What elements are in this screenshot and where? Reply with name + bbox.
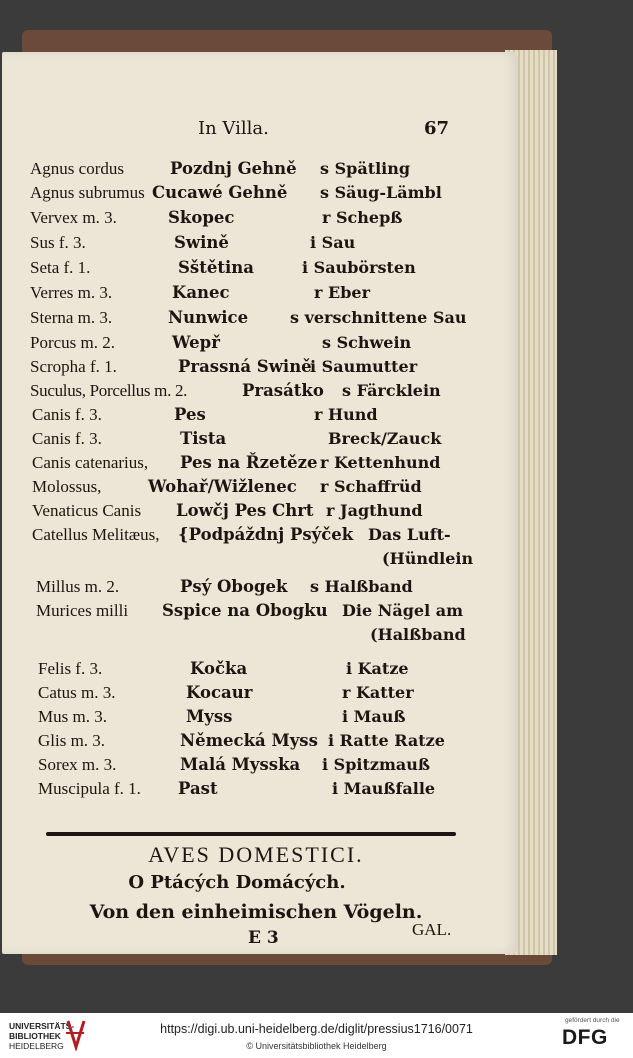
entry-latin: Suculus, Porcellus m. 2. (30, 381, 188, 400)
entry-german: i Sau (310, 233, 356, 252)
entry-czech: {Podpáždnj Psýček (178, 525, 354, 544)
entry-czech: Sštětina (178, 258, 254, 277)
entry-german: Das Luft- (368, 525, 451, 544)
entry-latin: Canis f. 3. (32, 405, 102, 424)
entry-german: s Schwein (322, 333, 412, 352)
entry-row (2, 680, 522, 706)
entry-latin: Agnus cordus (30, 159, 124, 178)
entry-latin: Sterna m. 3. (30, 308, 113, 327)
entry-row (2, 656, 522, 682)
entry-row (2, 354, 522, 380)
entry-german: s verschnittene Sau (290, 308, 467, 327)
entry-czech: Past (178, 779, 218, 798)
copyright-notice: © Universitätsbibliothek Heidelberg (246, 1041, 387, 1051)
entry-row (2, 180, 522, 206)
entry-latin: Scropha f. 1. (30, 357, 117, 376)
entry-row (2, 598, 522, 624)
document-url[interactable]: https://digi.ub.uni-heidelberg.de/diglit/pressius1716/0071 (160, 1022, 473, 1036)
entry-german: r Schaffrüd (320, 477, 422, 496)
entry-latin: Glis m. 3. (38, 731, 106, 750)
entry-german: r Hund (314, 405, 378, 424)
library-name-line1: UNIVERSITÄTS- (9, 1021, 75, 1031)
entry-latin: Canis f. 3. (32, 429, 102, 448)
page-number: 67 (424, 118, 450, 139)
entry-row (2, 450, 522, 476)
entry-czech: Pozdnj Gehně (170, 159, 297, 178)
entry-czech: Psý Obogek (180, 577, 288, 596)
entry-czech: Pes na Řzetěze (180, 453, 318, 472)
entry-czech: Lowčj Pes Chrt (176, 501, 314, 520)
entry-latin: Seta f. 1. (30, 258, 91, 277)
entry-latin: Millus m. 2. (36, 577, 120, 596)
entry-latin: Sus f. 3. (30, 233, 86, 252)
entry-german: s Färcklein (342, 381, 441, 400)
entry-german: r Eber (314, 283, 370, 302)
entry-latin: Vervex m. 3. (30, 208, 117, 227)
entry-latin: Venaticus Canis (32, 501, 142, 520)
entry-czech: Sspice na Obogku (162, 601, 328, 620)
entry-row (2, 622, 522, 648)
entry-german: r Katter (342, 683, 414, 702)
entry-czech: Swině (174, 233, 229, 252)
entry-latin: Verres m. 3. (30, 283, 113, 302)
section-title-german: Von den einheimischen Vögeln. (89, 901, 423, 923)
library-name-line3: HEIDELBERG (9, 1041, 64, 1051)
entry-latin: Muscipula f. 1. (38, 779, 141, 798)
entry-czech: Kocaur (186, 683, 253, 702)
entry-row (2, 156, 522, 182)
entry-latin: Sorex m. 3. (38, 755, 117, 774)
entry-row (2, 330, 522, 356)
entry-czech: Myss (186, 707, 233, 726)
entry-row (2, 402, 522, 428)
entry-german: i Maußfalle (332, 779, 436, 798)
entry-german: s Halßband (310, 577, 413, 596)
entry-czech: Cucawé Gehně (152, 183, 288, 202)
section-title-latin: AVES DOMESTICI. (148, 842, 364, 867)
entry-latin: Mus m. 3. (38, 707, 107, 726)
entry-czech: Německá Myss (180, 731, 318, 750)
entry-row (2, 752, 522, 778)
entry-czech: Wepř (172, 333, 220, 352)
entry-czech: Prasátko (242, 381, 324, 400)
entry-german: s Säug-Lämbl (320, 183, 442, 202)
entry-latin: Porcus m. 2. (30, 333, 115, 352)
entry-czech: Wohař/Wižlenec (148, 477, 297, 496)
entry-german: r Jagthund (326, 501, 423, 520)
entry-czech: Pes (174, 405, 206, 424)
entry-latin: Catellus Melitæus, (32, 525, 160, 544)
dfg-logo: DFG (562, 1026, 608, 1049)
entry-czech: Nunwice (168, 308, 249, 327)
entry-row (2, 378, 522, 404)
entry-german: i Mauß (342, 707, 406, 726)
entry-row (2, 522, 522, 548)
entry-row (2, 280, 522, 306)
entry-german: r Schepß (322, 208, 403, 227)
entry-german: i Ratte Ratze (328, 731, 445, 750)
entry-latin: Agnus subrumus (30, 183, 145, 202)
entry-latin: Felis f. 3. (38, 659, 103, 678)
entry-german: i Saumutter (310, 357, 418, 376)
entry-german: (Halßband (370, 625, 466, 644)
entry-row (2, 574, 522, 600)
entry-german: i Saubörsten (302, 258, 416, 277)
entry-latin: Molossus, (32, 477, 102, 496)
section-title-czech: O Ptácých Domácých. (128, 872, 346, 893)
entry-latin: Murices milli (36, 601, 129, 620)
entry-german: Die Nägel am (342, 601, 464, 620)
entry-row (2, 230, 522, 256)
entry-german: s Spätling (320, 159, 411, 178)
book-page (2, 52, 518, 954)
entry-row (2, 426, 522, 452)
entry-german: Breck/Zauck (328, 429, 442, 448)
signature-mark: E 3 (248, 928, 279, 948)
entry-row (2, 255, 522, 281)
entry-german: r Kettenhund (320, 453, 441, 472)
entry-czech: Malá Mysska (180, 755, 301, 774)
entry-row (2, 728, 522, 754)
entry-german: i Spitzmauß (322, 755, 431, 774)
funded-by-label: gefördert durch die (565, 1017, 620, 1024)
entry-row (2, 205, 522, 231)
catchword: GAL. (412, 920, 452, 939)
entry-row (2, 776, 522, 802)
section-rule (46, 832, 456, 836)
entry-czech: Skopec (168, 208, 235, 227)
entry-latin: Catus m. 3. (38, 683, 116, 702)
entry-row (2, 498, 522, 524)
entry-german: (Hündlein (382, 549, 474, 568)
entry-german: i Katze (346, 659, 409, 678)
entry-czech: Kanec (172, 283, 230, 302)
entry-row (2, 474, 522, 500)
entry-row (2, 305, 522, 331)
entry-czech: Tista (180, 429, 227, 448)
entry-latin: Canis catenarius, (32, 453, 149, 472)
viewer-footer (0, 1013, 633, 1058)
entry-czech: Prassná Swině (178, 357, 312, 376)
running-head: In Villa. (198, 118, 269, 139)
entry-row (2, 704, 522, 730)
library-name-line2: BIBLIOTHEK (9, 1031, 61, 1041)
entry-row (2, 546, 522, 572)
entry-czech: Kočka (190, 659, 248, 678)
